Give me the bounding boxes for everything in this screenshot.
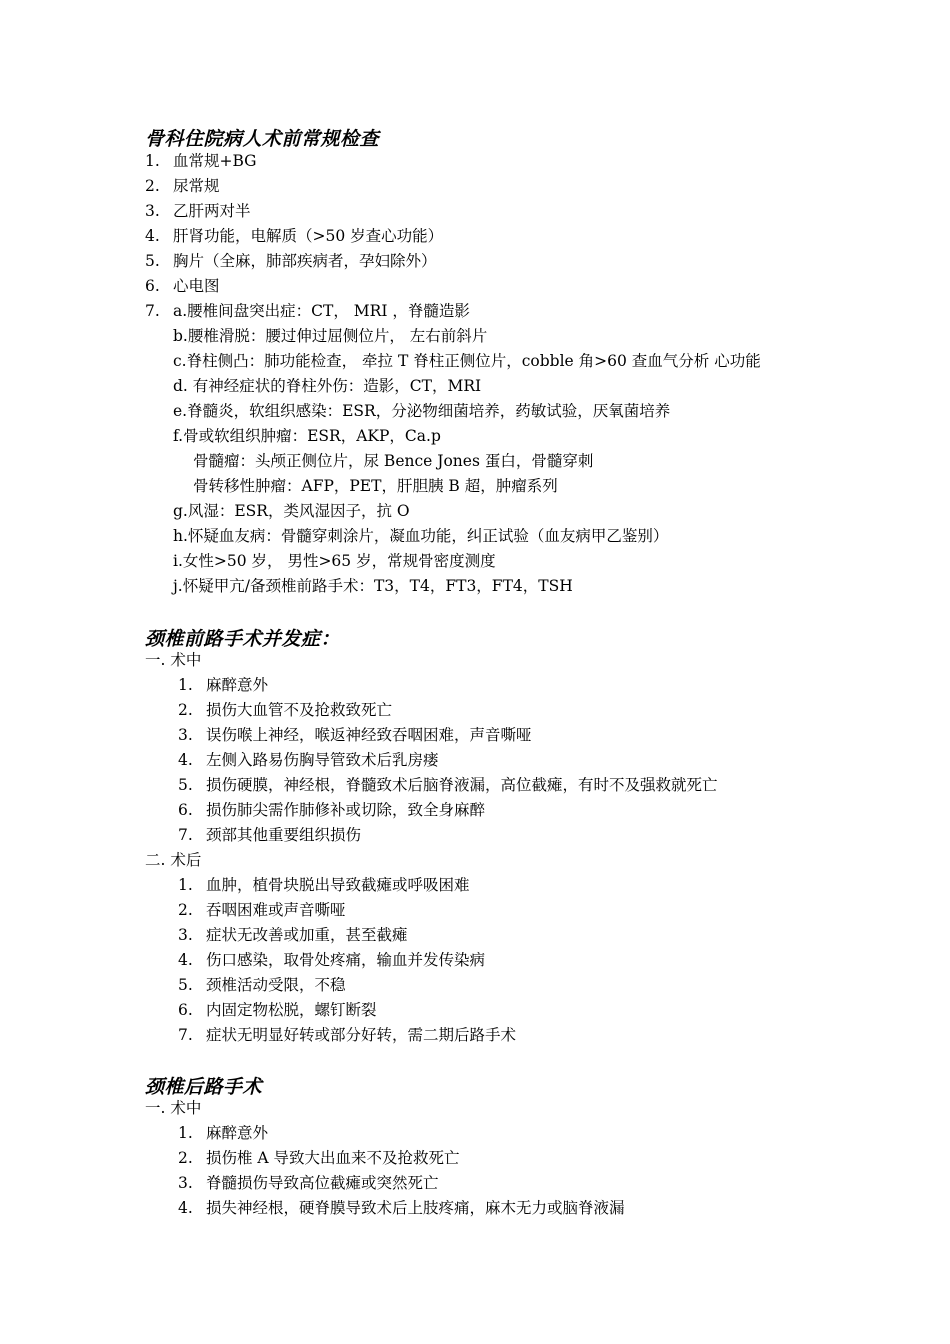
list-text: 损伤椎 A 导致大出血来不及抢救死亡 xyxy=(206,1149,460,1167)
list-text: 血常规+BG xyxy=(173,152,257,170)
sub-item: b.腰椎滑脱：腰过伸过屈侧位片， 左右前斜片 xyxy=(173,327,488,345)
list-text: 症状无明显好转或部分好转，需二期后路手术 xyxy=(206,1026,517,1044)
list-number: 1. xyxy=(178,676,193,694)
list-text: 伤口感染，取骨处疼痛，输血并发传染病 xyxy=(206,951,486,969)
list-number: 3. xyxy=(178,926,193,944)
list-text: 心电图 xyxy=(173,277,220,295)
list-text: 损伤肺尖需作肺修补或切除，致全身麻醉 xyxy=(206,801,486,819)
section-title-posterior-surgery: 颈椎后路手术 xyxy=(145,1076,263,1098)
section-title-preop-checks: 骨科住院病人术前常规检查 xyxy=(145,128,380,150)
tumor-sub-line: 骨髓瘤：头颅正侧位片，尿 Bence Jones 蛋白，骨髓穿刺 xyxy=(193,452,594,470)
list-text: a.腰椎间盘突出症：CT， MRI ，脊髓造影 xyxy=(173,302,470,320)
list-number: 2. xyxy=(178,1149,193,1167)
list-text: 麻醉意外 xyxy=(206,1124,269,1142)
sub-item: g.风湿：ESR，类风湿因子，抗 O xyxy=(173,502,410,520)
list-text: 尿常规 xyxy=(173,177,220,195)
list-text: 损伤硬膜，神经根，脊髓致术后脑脊液漏，高位截瘫，有时不及强救就死亡 xyxy=(206,776,718,794)
list-number: 2. xyxy=(178,901,193,919)
list-number: 2. xyxy=(145,177,160,195)
list-text: 左侧入路易伤胸导管致术后乳房瘘 xyxy=(206,751,439,769)
section-title-anterior-complications: 颈椎前路手术并发症： xyxy=(145,628,341,650)
tumor-sub-line: 骨转移性肿瘤：AFP，PET，肝胆胰 B 超，肿瘤系列 xyxy=(193,477,558,495)
list-text: 肝肾功能，电解质（>50 岁查心功能） xyxy=(173,227,444,245)
sub-item: e.脊髓炎，软组织感染：ESR，分泌物细菌培养，药敏试验，厌氧菌培养 xyxy=(173,402,671,420)
list-number: 3. xyxy=(178,726,193,744)
list-number: 2. xyxy=(178,701,193,719)
list-text: 乙肝两对半 xyxy=(173,202,251,220)
list-number: 3. xyxy=(145,202,160,220)
list-number: 7. xyxy=(178,826,193,844)
list-text: 颈部其他重要组织损伤 xyxy=(206,826,362,844)
list-number: 7. xyxy=(145,302,160,320)
list-number: 6. xyxy=(178,1001,193,1019)
sub-item: j.怀疑甲亢/备颈椎前路手术：T3，T4，FT3，FT4，TSH xyxy=(173,577,573,595)
list-text: 麻醉意外 xyxy=(206,676,269,694)
list-text: 颈椎活动受限，不稳 xyxy=(206,976,346,994)
list-number: 6. xyxy=(145,277,160,295)
list-number: 5. xyxy=(178,776,193,794)
list-number: 3. xyxy=(178,1174,193,1192)
list-number: 5. xyxy=(145,252,160,270)
list-text: 脊髓损伤导致高位截瘫或突然死亡 xyxy=(206,1174,439,1192)
list-number: 1. xyxy=(178,1124,193,1142)
list-text: 误伤喉上神经，喉返神经致吞咽困难，声音嘶哑 xyxy=(206,726,532,744)
list-text: 症状无改善或加重，甚至截瘫 xyxy=(206,926,408,944)
sub-item: f.骨或软组织肿瘤：ESR，AKP，Ca.p xyxy=(173,427,441,445)
list-number: 4. xyxy=(178,1199,193,1217)
list-text: 吞咽困难或声音嘶哑 xyxy=(206,901,346,919)
list-text: 内固定物松脱，螺钉断裂 xyxy=(206,1001,377,1019)
list-number: 4. xyxy=(145,227,160,245)
list-number: 5. xyxy=(178,976,193,994)
part-label: 一. 术中 xyxy=(145,651,202,669)
list-text: 胸片（全麻，肺部疾病者，孕妇除外） xyxy=(173,252,437,270)
sub-item: i.女性>50 岁， 男性>65 岁，常规骨密度测度 xyxy=(173,552,496,570)
list-number: 1. xyxy=(178,876,193,894)
list-text: 损伤大血管不及抢救致死亡 xyxy=(206,701,393,719)
part-label: 二. 术后 xyxy=(145,851,202,869)
list-number: 7. xyxy=(178,1026,193,1044)
list-text: 血肿，植骨块脱出导致截瘫或呼吸困难 xyxy=(206,876,470,894)
list-text: 损失神经根，硬脊膜导致术后上肢疼痛，麻木无力或脑脊液漏 xyxy=(206,1199,625,1217)
sub-item: d. 有神经症状的脊柱外伤：造影，CT，MRI xyxy=(173,377,482,395)
sub-item: c.脊柱侧凸：肺功能检查， 牵拉 T 脊柱正侧位片，cobble 角>60 查血气分析 心功能 xyxy=(173,352,761,370)
list-number: 4. xyxy=(178,951,193,969)
part-label: 一. 术中 xyxy=(145,1099,202,1117)
list-number: 6. xyxy=(178,801,193,819)
list-number: 1. xyxy=(145,152,160,170)
sub-item: h.怀疑血友病：骨髓穿刺涂片，凝血功能，纠正试验（血友病甲乙鉴别） xyxy=(173,527,669,545)
list-number: 4. xyxy=(178,751,193,769)
